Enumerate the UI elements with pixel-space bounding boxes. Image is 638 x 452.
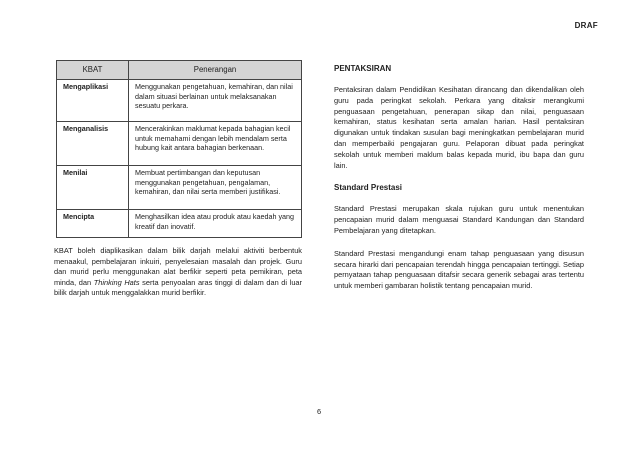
table-row — [57, 166, 302, 210]
kbat-description: Membuat pertimbangan dan keputusan menggunakan pengetahuan, pengalaman, kemahiran, dan nilai serta memberi justifikasi. — [129, 166, 302, 210]
right-column — [334, 64, 584, 304]
kbat-term: Mengaplikasi — [57, 80, 129, 122]
pentaksiran-paragraph: Pentaksiran dalam Pendidikan Kesihatan dirancang dan dikendalikan oleh guru pada peringkat sekolah. Perkara yang ditaksir merangkumi penguasaan pengetahuan, penerapan sikap dan nilai, penguasaan kemahiran, status kesihatan serta amalan harian. Hasil pentaksiran digunakan untuk tindakan susulan bagi meningkatkan pembelajaran murid dan memperbaiki pengajaran guru. Pelaporan dibuat pada peringkat sekolah untuk memberi maklum balas kepada murid, ibu bapa dan guru lain. — [334, 85, 584, 170]
table-row — [57, 122, 302, 166]
kbat-description: Mencerakinkan maklumat kepada bahagian kecil untuk memahami dengan lebih mendalam serta hubung kait antara bahagian berkenaan. — [129, 122, 302, 166]
table-row — [57, 80, 302, 122]
kbat-description: Menggunakan pengetahuan, kemahiran, dan nilai dalam situasi berlainan untuk melaksanakan sesuatu perkara. — [129, 80, 302, 122]
kbat-description: Menghasilkan idea atau produk atau kaedah yang kreatif dan inovatif. — [129, 210, 302, 238]
kbat-term: Mencipta — [57, 210, 129, 238]
pentaksiran-heading: PENTAKSIRAN — [334, 64, 392, 73]
draft-label: DRAF — [574, 21, 598, 30]
kbat-header-description: Penerangan — [129, 61, 302, 80]
standard-prestasi-paragraph-1: Standard Prestasi merupakan skala rujukan guru untuk menentukan pencapaian murid dalam menguasai Standard Kandungan dan Standard Pembelajaran yang ditetapkan. — [334, 204, 584, 235]
standard-prestasi-paragraph-2: Standard Prestasi mengandungi enam tahap penguasaan yang disusun secara hirarki dari pencapaian terendah hingga pencapaian tertinggi. Setiap pernyataan tahap penguasaan ditafsir secara generik sebagai aras tertentu untuk memberi gambaran holistik tentang pencapaian murid. — [334, 248, 584, 291]
page-number: 6 — [316, 407, 322, 416]
kbat-term: Menganalisis — [57, 122, 129, 166]
kbat-table-header-row — [57, 61, 302, 80]
kbat-paragraph — [54, 246, 302, 299]
kbat-paragraph-part2: serta penyoalan aras tinggi di dalam dan di luar bilik darjah untuk menggalakkan murid berfikir. — [54, 277, 303, 298]
thinking-hats-term: Thinking Hats — [93, 277, 140, 287]
kbat-header-term: KBAT — [57, 61, 129, 80]
kbat-term: Menilai — [57, 166, 129, 210]
table-row — [57, 210, 302, 238]
kbat-paragraph-part1: KBAT boleh diaplikasikan dalam bilik darjah melalui aktiviti berbentuk menaakul, pembelajaran inkuiri, penyelesaian masalah dan projek. Guru dan murid perlu menggunakan alat berfikir seperti peta pemikiran, peta minda, dan — [54, 246, 302, 287]
kbat-table — [56, 60, 302, 238]
left-column — [56, 60, 302, 306]
standard-prestasi-heading: Standard Prestasi — [334, 183, 403, 193]
